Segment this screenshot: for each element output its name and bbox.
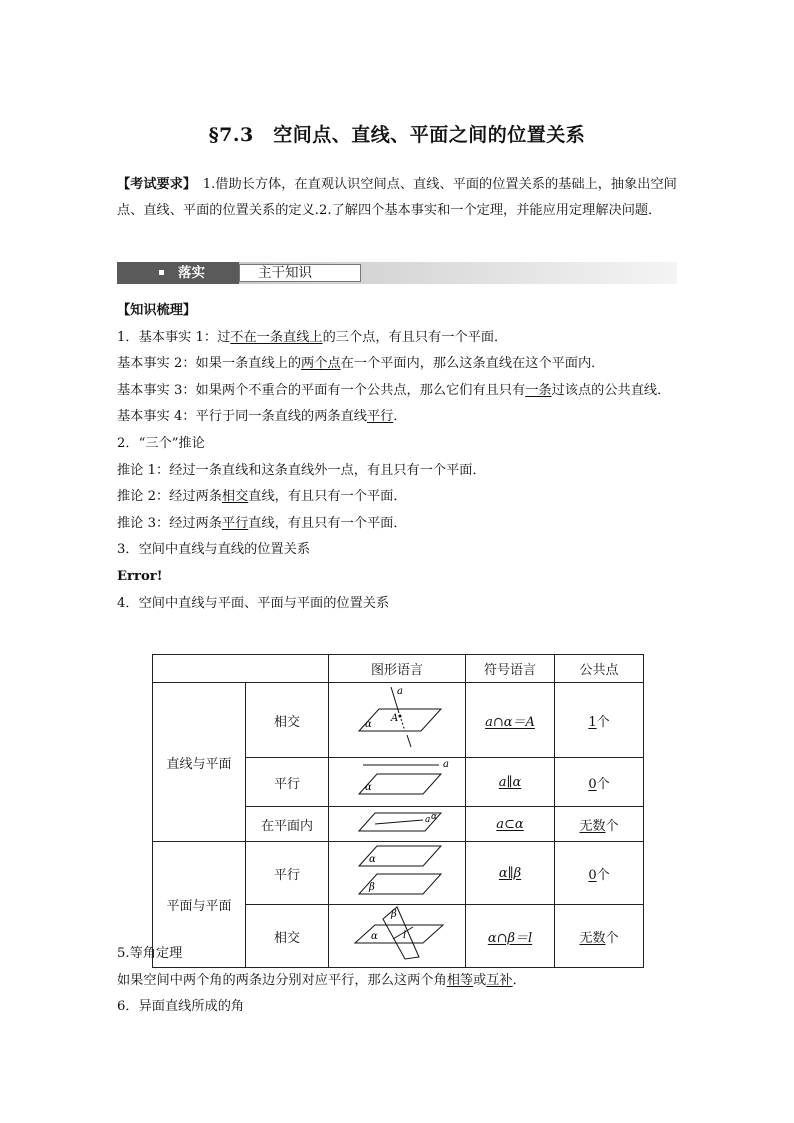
fact-4-b: ． [393,409,407,425]
label-alpha: α [365,782,372,793]
fact-3-answer: 一条 [525,382,552,398]
fact-2 [117,351,679,378]
fact-4-a: 基本事实 4：平行于同一条直线的两条直线 [117,409,367,425]
count-cell [555,842,644,905]
line-plane-heading: 4．空间中直线与平面、平面与平面的位置关系 [117,595,390,611]
group-line-plane: 直线与平面 [153,683,246,842]
section-heading: 【知识梳理】 [117,303,197,318]
group-plane-plane: 平面与平面 [153,842,246,968]
corollary-3-answer: 平行 [221,515,249,531]
label-beta: β [391,909,397,920]
relation-cell: 相交 [246,683,329,758]
corollary-3-b: 直线，有且只有一个平面． [248,515,407,531]
page-title: §7.3 空间点、直线、平面之间的位置关系 [208,124,586,146]
figure-cell [329,807,466,842]
symbol-text: a⊂α [496,816,524,832]
theorem-or: 或 [473,972,487,988]
fact-1-b: 的三个点，有且只有一个平面． [322,329,508,345]
count-unit: 个 [596,776,610,792]
section-banner [117,262,677,284]
label-alpha: α [371,931,378,942]
count-answer: 0 [588,867,597,883]
label-a: a [397,686,403,697]
theorem-answer-2: 互补 [486,972,513,988]
equal-angle-heading: 5.等角定理 [117,946,183,961]
corollary-3-a: 推论 3：经过两条 [117,515,222,531]
equal-angle-theorem [117,968,679,995]
square-bullet-icon [159,270,164,275]
corollary-2 [117,484,679,511]
table-header-cell: 图形语言 [329,655,466,683]
corollary-2-b: 直线，有且只有一个平面． [248,489,407,505]
corollary-3 [117,511,679,538]
theorem-b: ． [512,972,526,988]
relation-cell: 相交 [246,905,329,968]
fact-2-b: 在一个平面内，那么这条直线在这个平面内． [340,356,605,372]
label-A: A [391,713,399,724]
table-header-row [153,655,644,683]
corollary-2-answer: 相交 [221,489,249,505]
table-header-cell: 符号语言 [466,655,555,683]
label-alpha: α [369,854,376,865]
symbol-cell [466,842,555,905]
relation-cell: 平行 [246,842,329,905]
fact-4-answer: 平行 [366,409,394,425]
count-cell [555,758,644,807]
count-cell [555,807,644,842]
banner-light-label: 主干知识 [239,264,361,282]
symbol-text: α∩β＝l [487,930,533,946]
table-row [153,683,644,758]
banner-dark-label: 落实 [178,265,205,281]
figure-line-in-plane [329,807,465,837]
fact-1-a: 1．基本事实 1：过 [117,329,231,345]
figure-line-parallel-plane [329,758,465,802]
figure-cell [329,758,466,807]
figure-parallel-planes [329,842,465,900]
fact-2-answer: 两个点 [301,356,341,372]
symbol-text: a∩α＝A [485,714,535,730]
fact-3-a: 基本事实 3：如果两个不重合的平面有一个公共点，那么它们有且只有 [117,382,526,398]
symbol-cell [466,758,555,807]
figure-line-intersects-plane [329,683,465,753]
count-answer: 0 [588,776,597,792]
label-a: a [425,815,431,825]
relations-table [152,654,644,968]
corollary-1: 推论 1：经过一条直线和这条直线外一点，有且只有一个平面． [117,462,486,478]
theorem-a: 如果空间中两个角的两条边分别对应平行，那么这两个角 [117,972,447,988]
relation-cell: 平行 [246,758,329,807]
theorem-answer-1: 相等 [446,972,474,988]
count-unit: 个 [605,818,619,834]
fact-1 [117,325,679,352]
corollary-2-a: 推论 2：经过两条 [117,489,222,505]
fact-3-b: 过该点的公共直线． [551,382,671,398]
fact-4 [117,404,679,431]
figure-cell [329,683,466,758]
symbol-text: α∥β [498,865,522,881]
after-table-body [117,941,679,1021]
symbol-cell [466,683,555,758]
label-a: a [443,759,449,770]
fact-1-answer: 不在一条直线上 [230,329,323,345]
count-answer: 无数 [579,930,606,946]
count-unit: 个 [596,867,610,883]
table-row [153,842,644,905]
symbol-text: a∥α [498,774,522,790]
count-answer: 无数 [579,818,606,834]
symbol-cell [466,807,555,842]
label-alpha: α [431,812,438,822]
skew-angle-heading: 6．异面直线所成的角 [117,999,245,1015]
count-unit: 个 [596,714,610,730]
corollary-heading: 2．“三个”推论 [117,435,205,451]
banner-dark-block [117,262,239,284]
knowledge-body [117,298,679,617]
table-header-cell [153,655,329,683]
label-alpha: α [365,719,372,730]
count-unit: 个 [605,930,619,946]
count-answer: 1 [588,714,597,730]
count-cell [555,683,644,758]
exam-requirements [117,172,677,224]
figure-cell [329,842,466,905]
fact-3 [117,378,679,405]
error-text: Error! [117,568,163,584]
label-l: l [403,930,407,941]
exam-requirements-text: 1.借助长方体，在直观认识空间点、直线、平面的位置关系的基础上，抽象出空间点、直线、平面的位置关系的定义.2.了解四个基本事实和一个定理，并能应用定理解决问题． [117,177,677,218]
table-header-cell: 公共点 [555,655,644,683]
relation-cell: 在平面内 [246,807,329,842]
label-beta: β [369,882,375,893]
fact-2-a: 基本事实 2：如果一条直线上的 [117,356,302,372]
line-line-heading: 3．空间中直线与直线的位置关系 [117,542,311,558]
exam-requirements-tag: 【考试要求】 [117,177,190,192]
